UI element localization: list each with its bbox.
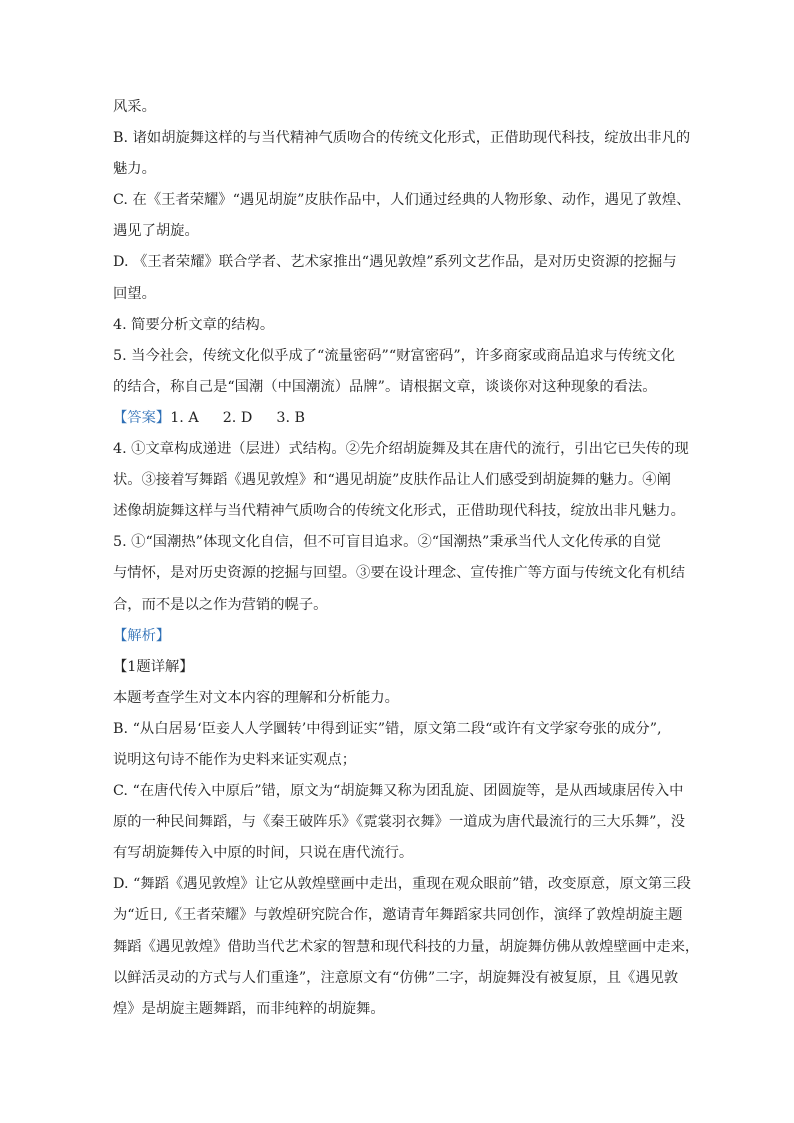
analysis-text-line: C. “在唐代传入中原后”错，原文为“胡旋舞又称为团乱旋、团圆旋等，是从西域康居传入中	[113, 783, 684, 800]
option-d: D. 《王者荣耀》联合学者、艺术家推出“遇见敦煌”系列文艺作品，是对历史资源的挖掘与	[113, 254, 677, 271]
answer-item-2: 2. D	[222, 409, 253, 426]
text-line: 风采。	[113, 99, 156, 115]
answer-text-line: 状。③接着写舞蹈《遇见敦煌》和“遇见胡旋”皮肤作品让人们感受到胡旋舞的魅力。④阐	[113, 472, 671, 489]
analysis-text-line: 原的一种民间舞蹈，与《秦王破阵乐》《霓裳羽衣舞》一道成为唐代最流行的三大乐舞”，没	[113, 814, 686, 831]
answer-line	[113, 403, 681, 434]
answer-text-line: 与情怀，是对历史资源的挖掘与回望。③要在设计理念、宣传推广等方面与传统文化有机结	[113, 565, 685, 582]
analysis-text-line: 煌》是胡旋主题舞蹈，而非纯粹的胡旋舞。	[113, 1000, 385, 1017]
text-line: 遇见了胡旋。	[113, 223, 199, 240]
question-4: 4. 简要分析文章的结构。	[113, 316, 275, 333]
analysis-heading	[113, 621, 681, 652]
text-line: 回望。	[113, 285, 156, 302]
analysis-text-line: 有写胡旋舞传入中原的时间，只说在唐代流行。	[113, 845, 414, 862]
answer-item-1: 1. A	[170, 409, 199, 426]
option-c: C. 在《王者荣耀》“遇见胡旋”皮肤作品中，人们通过经典的人物形象、动作，遇见了敦煌、	[113, 192, 691, 209]
analysis-text-line: 为“近日,《王者荣耀》与敦煌研究院合作，邀请青年舞蹈家共同创作，演绎了敦煌胡旋主题	[113, 907, 683, 924]
question-5: 5. 当今社会，传统文化似乎成了“流量密码”“财富密码”，许多商家或商品追求与传统文化	[113, 347, 676, 364]
text-line: 的结合，称自己是“国潮（中国潮流）品牌”。请根据文章，谈谈你对这种现象的看法。	[113, 378, 657, 395]
analysis-text-line: B. “从白居易‘臣妾人人学圜转’中得到证实”错，原文第二段“或许有文学家夸张的成分”,	[113, 720, 662, 737]
document-page	[113, 92, 700, 1025]
answer-text-line: 述像胡旋舞这样与当代精神气质吻合的传统文化形式，正借助现代科技，绽放出非凡魅力。	[113, 503, 685, 520]
analysis-text-line: 本题考查学生对文本内容的理解和分析能力。	[113, 689, 399, 706]
analysis-text-line: D. “舞蹈《遇见敦煌》让它从敦煌壁画中走出，重现在观众眼前”错，改变原意，原文第三段	[113, 876, 691, 893]
analysis-text-line: 以鲜活灵动的方式与人们重逢”，注意原文有“仿佛”二字，胡旋舞没有被复原，且《遇见敦	[113, 969, 679, 986]
answer-text-line: 合，而不是以之作为营销的幌子。	[113, 596, 328, 613]
analysis-text-line: 舞蹈《遇见敦煌》借助当代艺术家的智慧和现代科技的力量，胡旋舞仿佛从敦煌壁画中走来，	[113, 938, 700, 955]
answer-item-3: 3. B	[276, 409, 306, 426]
answer-text-line: 4. ①文章构成递进（层进）式结构。②先介绍胡旋舞及其在唐代的流行，引出它已失传的现	[113, 441, 689, 458]
detail-heading: 【1题详解】	[113, 658, 194, 675]
answer-tag: 【答案】	[113, 409, 171, 426]
analysis-text-line: 说明这句诗不能作为史料来证实观点；	[113, 751, 357, 768]
analysis-tag: 【解析】	[113, 627, 171, 644]
text-line: 魅力。	[113, 161, 156, 178]
answer-text-line: 5. ①“国潮热”体现文化自信，但不可盲目追求。②“国潮热”秉承当代人文化传承的自觉	[113, 534, 661, 551]
option-b: B. 诸如胡旋舞这样的与当代精神气质吻合的传统文化形式，正借助现代科技，绽放出非凡的	[113, 130, 691, 147]
